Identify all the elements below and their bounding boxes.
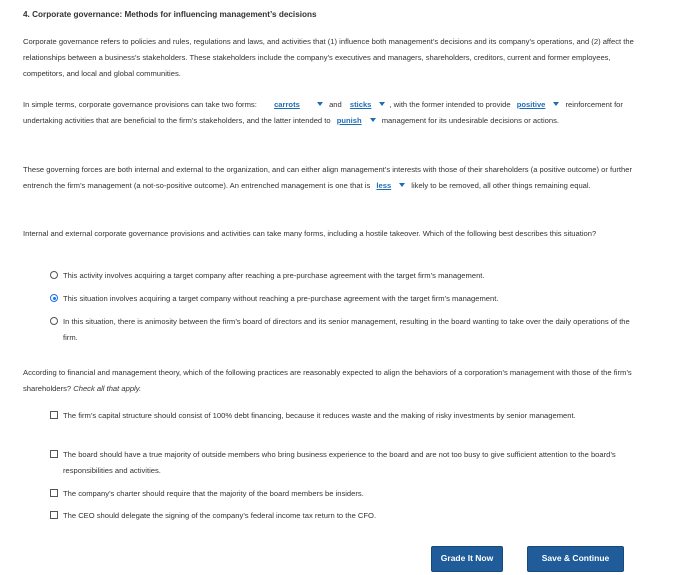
grade-it-now-button[interactable]: Grade It Now: [431, 546, 503, 572]
radio-button[interactable]: [50, 317, 58, 325]
checkbox[interactable]: [50, 489, 58, 497]
dropdown-punish[interactable]: [333, 113, 378, 129]
forms-text-2: and: [329, 100, 342, 109]
entrenched-text-1: These governing forces are both internal and external to the organization, and can either align management’s interests with those of their shareholders (a positive outcome) or further entrench the firm’s management (a not-so-positive outcome). An entrenched management is one that is: [23, 165, 632, 190]
dropdown-punish-value: punish: [336, 115, 362, 125]
chevron-down-icon: [553, 102, 559, 106]
dropdown-form-2-value: sticks: [349, 100, 372, 109]
takeover-option-1-label: This activity involves acquiring a target company after reaching a pre-purchase agreement with the target firm’s management.: [63, 271, 485, 280]
forms-paragraph: [23, 97, 653, 129]
dropdown-reinforcement[interactable]: [513, 97, 562, 113]
chevron-down-icon: [317, 102, 323, 106]
radio-button-selected[interactable]: [50, 294, 58, 302]
entrenched-paragraph: [23, 162, 653, 194]
takeover-option-2[interactable]: [50, 291, 640, 307]
align-option-1[interactable]: [50, 408, 640, 424]
chevron-down-icon: [399, 183, 405, 187]
question-title: 4. Corporate governance: Methods for influencing management’s decisions: [23, 10, 317, 19]
dropdown-entrenched[interactable]: [372, 178, 407, 194]
dropdown-entrenched-value: less: [376, 180, 392, 190]
align-option-3-label: The company’s charter should require that the majority of the board members be insiders.: [63, 489, 364, 498]
dropdown-form-1-value: carrots: [274, 100, 300, 109]
chevron-down-icon: [370, 118, 376, 122]
takeover-option-2-label: This situation involves acquiring a target company without reaching a pre-purchase agreement with the target firm’s management.: [63, 294, 499, 303]
chevron-down-icon: [379, 102, 385, 106]
takeover-option-3[interactable]: [50, 314, 640, 346]
dropdown-form-1[interactable]: [261, 97, 325, 113]
takeover-prompt: Internal and external corporate governance provisions and activities can take many forms, including a hostile takeover. Which of the following best describes this situation?: [23, 229, 597, 238]
radio-button[interactable]: [50, 271, 58, 279]
checkbox[interactable]: [50, 450, 58, 458]
align-instruction: Check all that apply.: [73, 383, 142, 393]
forms-text-5: management for its undesirable decisions or actions.: [381, 115, 560, 125]
align-option-2[interactable]: [50, 447, 640, 479]
align-option-1-label: The firm’s capital structure should consist of 100% debt financing, because it reduces waste and the making of risky investments by senior management.: [63, 411, 576, 420]
forms-text-4: reinforcement for undertaking activities that are beneficial to the firm’s stakeholders, and the latter intended to: [23, 100, 623, 125]
takeover-option-3-label: In this situation, there is animosity between the firm’s board of directors and its senior management, resulting in the board wanting to take over the daily operations of the firm.: [63, 317, 630, 342]
checkbox[interactable]: [50, 511, 58, 519]
forms-text-3: , with the former intended to provide: [389, 100, 511, 109]
align-option-4[interactable]: [50, 508, 640, 524]
dropdown-reinforcement-value: positive: [516, 100, 546, 109]
forms-text-1: In simple terms, corporate governance provisions can take two forms:: [23, 100, 257, 109]
takeover-option-1[interactable]: [50, 268, 640, 284]
dropdown-form-2[interactable]: [346, 97, 388, 113]
save-continue-button[interactable]: Save & Continue: [527, 546, 624, 572]
align-option-3[interactable]: [50, 486, 640, 502]
intro-paragraph: Corporate governance refers to policies and rules, regulations and laws, and activities that (1) influence both management’s decisions and its company’s operations, and (2) affect the relationships between a business’s stakeholders. These stakeholders include the company’s executives and managers, shareholders, creditors, current and former employees, competitors, and local and global communities.: [23, 37, 634, 78]
entrenched-text-2: likely to be removed, all other things remaining equal.: [411, 180, 591, 190]
align-option-4-label: The CEO should delegate the signing of the company’s federal income tax return to the CFO.: [63, 511, 377, 520]
align-prompt: [23, 365, 653, 397]
align-option-2-label: The board should have a true majority of outside members who bring business experience to the board and are not too busy to give sufficient attention to the board’s responsibilities and activities.: [63, 450, 616, 475]
align-prompt-text: According to financial and management theory, which of the following practices are reasonably expected to align the behaviors of a corporation’s management with those of the firm’s shareholders?: [23, 368, 632, 393]
checkbox[interactable]: [50, 411, 58, 419]
